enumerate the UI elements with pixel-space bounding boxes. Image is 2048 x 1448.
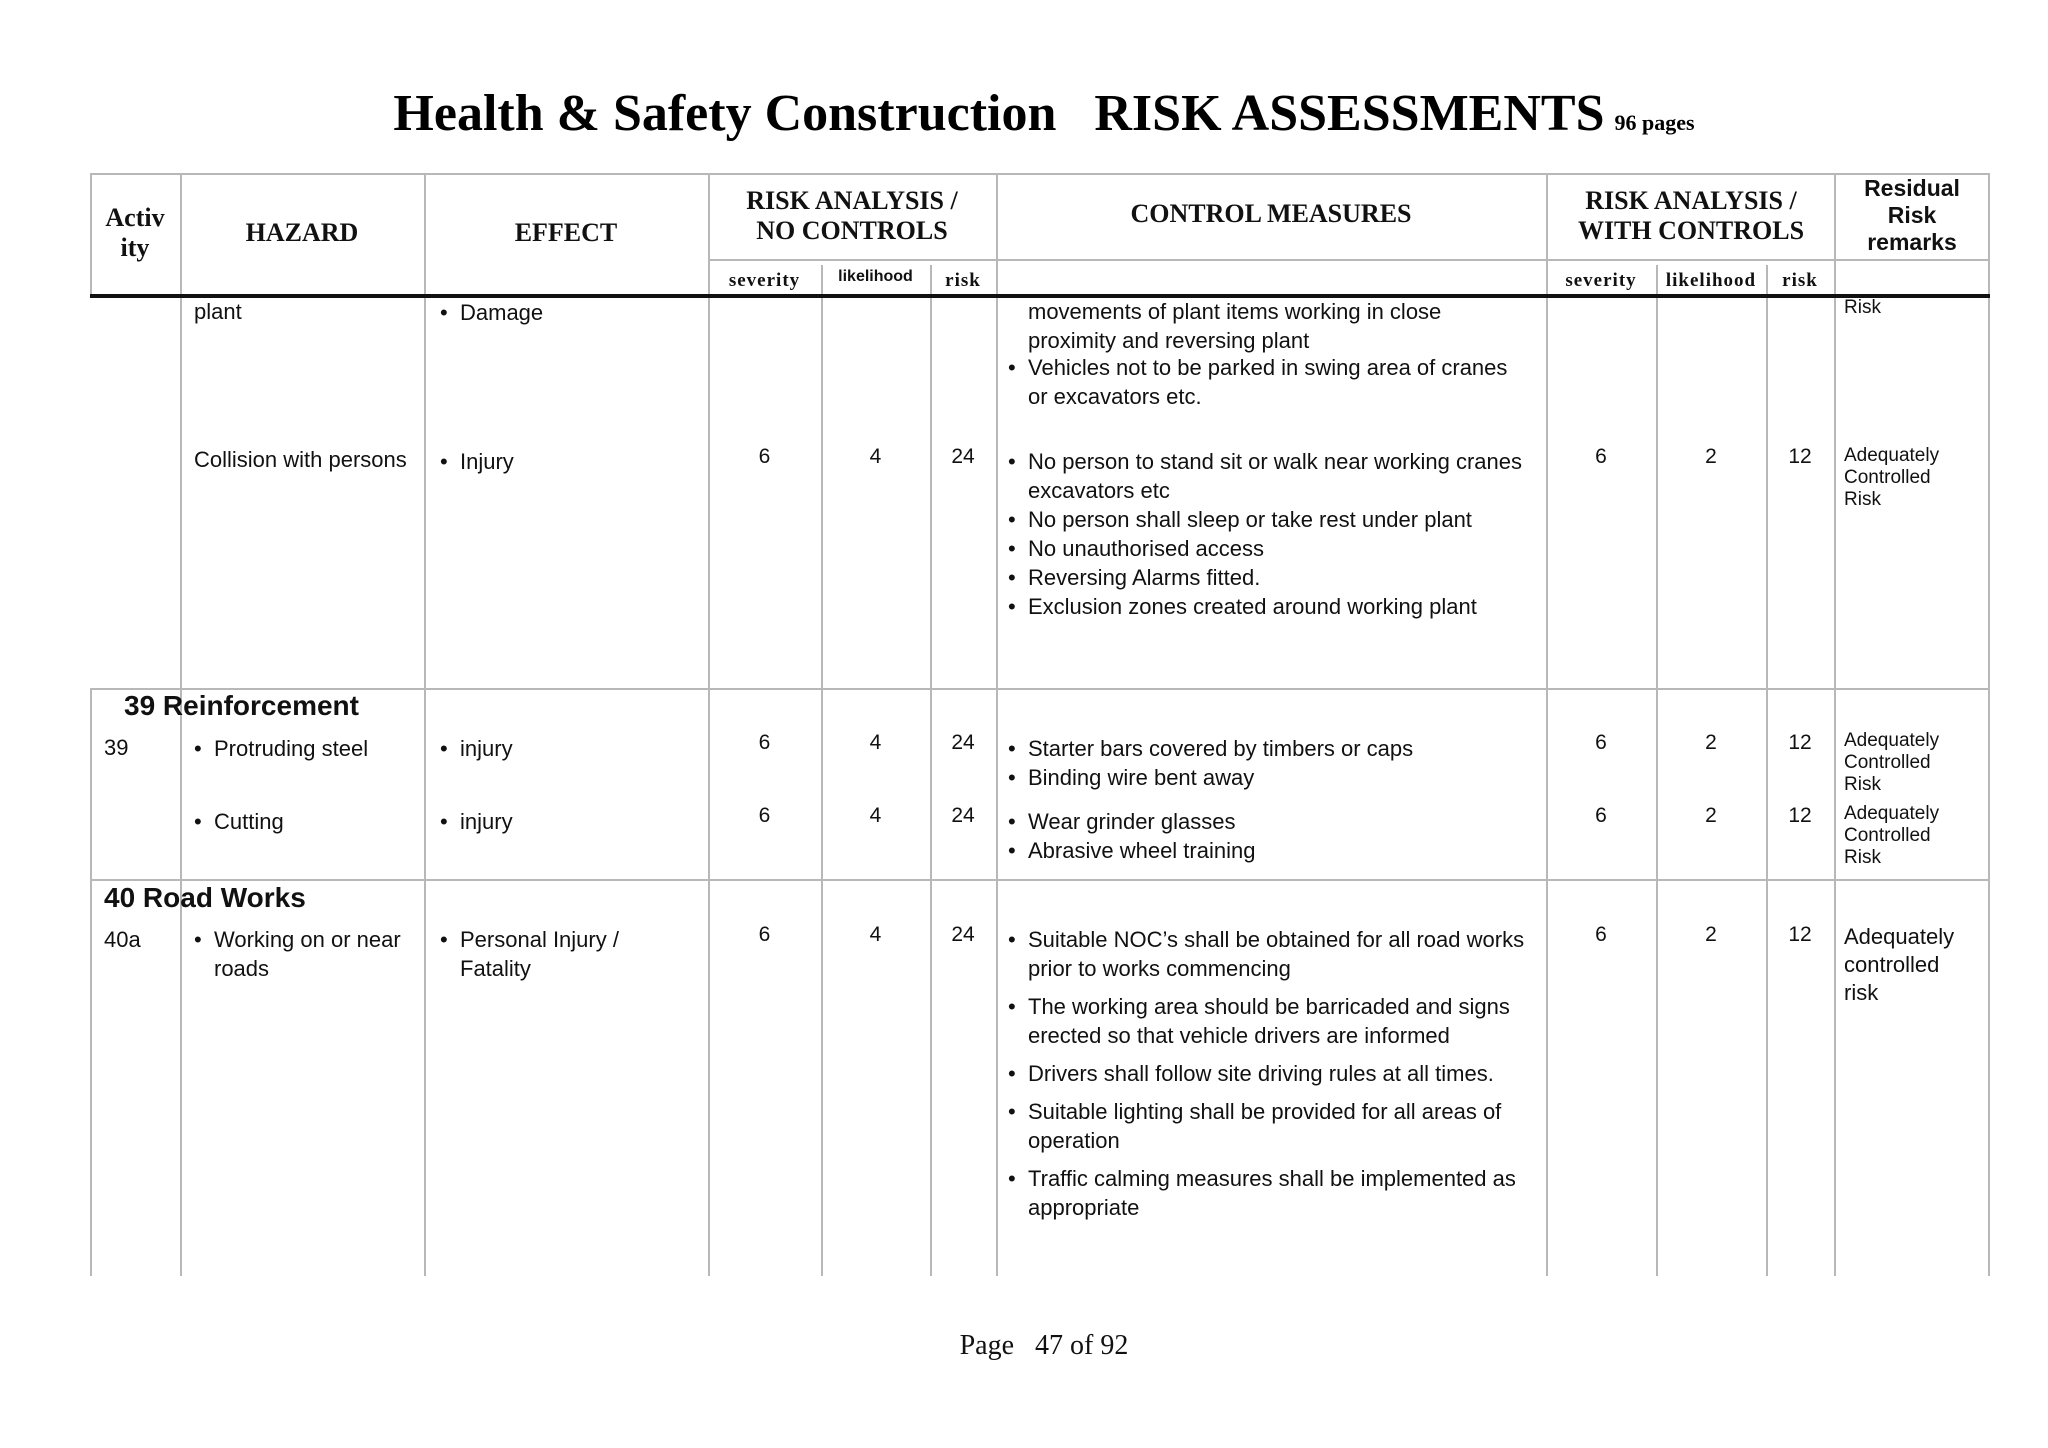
severity-wc-value: 6 xyxy=(1595,731,1607,754)
column-divider xyxy=(821,265,823,1276)
control-measure-item: • Starter bars covered by timbers or caps xyxy=(1008,734,1538,763)
table-border-top xyxy=(90,173,1990,175)
section-heading-40: 40 Road Works xyxy=(104,882,306,913)
column-divider xyxy=(424,173,426,1276)
risk-value: 24 xyxy=(951,731,975,754)
control-measures-list xyxy=(1008,734,1538,792)
severity-value: 6 xyxy=(758,445,771,468)
residual-risk-cell: Adequately controlled risk xyxy=(1844,924,1955,1005)
effect-item: • injury xyxy=(440,734,700,763)
subheader-severity: severity xyxy=(728,270,801,291)
column-divider xyxy=(996,173,998,1276)
residual-risk-cell: Adequately Controlled Risk xyxy=(1844,730,1940,795)
likelihood-value: 4 xyxy=(869,445,882,468)
control-measure-item: • Vehicles not to be parked in swing area of cranes or excavators etc. xyxy=(1008,353,1533,411)
effect-item: • Injury xyxy=(440,447,700,476)
activity-number: 40a xyxy=(104,927,141,952)
control-measures-list xyxy=(1008,447,1538,621)
residual-risk-cell: Risk xyxy=(1844,297,1881,318)
severity-value: 6 xyxy=(758,731,771,754)
effect-cell xyxy=(440,925,675,983)
control-measure-item: • Binding wire bent away xyxy=(1008,763,1538,792)
header-activity: Activ ity xyxy=(105,203,165,262)
severity-wc-value: 6 xyxy=(1595,923,1607,946)
likelihood-wc-value: 2 xyxy=(1705,445,1717,468)
column-divider xyxy=(180,173,182,1276)
risk-wc-value: 12 xyxy=(1788,445,1812,468)
subheader-severity-wc: severity xyxy=(1565,270,1637,291)
risk-wc-value: 12 xyxy=(1788,804,1812,827)
hazard-cell xyxy=(194,734,419,763)
subheader-likelihood-wc: likelihood xyxy=(1665,270,1757,291)
risk-wc-value: 12 xyxy=(1788,731,1812,754)
column-divider xyxy=(930,265,932,1276)
hazard-item: • Cutting xyxy=(194,807,419,836)
risk-value: 24 xyxy=(951,923,975,946)
effect-item: • Damage xyxy=(440,298,700,327)
header-effect: EFFECT xyxy=(514,218,618,247)
hazard-cell xyxy=(194,807,419,836)
effect-cell xyxy=(440,447,700,476)
subheader-risk: risk xyxy=(945,270,981,291)
activity-number: 39 xyxy=(104,735,129,760)
control-measure-continued: movements of plant items working in close proximity and reversing plant xyxy=(1028,299,1442,353)
hazard-item: • Protruding steel xyxy=(194,734,419,763)
residual-risk-cell: Adequately Controlled Risk xyxy=(1844,803,1940,868)
control-measure-item: • No person shall sleep or take rest under plant xyxy=(1008,505,1538,534)
control-measure-item: • Suitable lighting shall be provided for all areas of operation xyxy=(1008,1097,1538,1155)
control-measures-list xyxy=(1008,925,1538,1231)
header-risk-no-controls: RISK ANALYSIS / NO CONTROLS xyxy=(746,186,958,245)
document-title xyxy=(0,84,2048,143)
column-divider xyxy=(1834,173,1836,1276)
control-measure-item: • Reversing Alarms fitted. xyxy=(1008,563,1538,592)
severity-value: 6 xyxy=(758,923,771,946)
header-residual-risk: Residual Risk remarks xyxy=(1864,175,1960,255)
residual-risk-cell: Adequately Controlled Risk xyxy=(1844,445,1940,510)
risk-value: 24 xyxy=(951,445,975,468)
table-border-right xyxy=(1988,173,1990,1276)
page-count: 96 pages xyxy=(1614,110,1695,135)
likelihood-wc-value: 2 xyxy=(1705,804,1717,827)
control-measure-item: • Wear grinder glasses xyxy=(1008,807,1538,836)
severity-wc-value: 6 xyxy=(1595,445,1607,468)
title-main: Health & Safety Construction xyxy=(393,85,1057,142)
likelihood-value: 4 xyxy=(869,923,882,946)
control-measure-item: • Traffic calming measures shall be implemented as appropriate xyxy=(1008,1164,1538,1222)
likelihood-value: 4 xyxy=(869,731,882,754)
risk-value: 24 xyxy=(951,804,975,827)
likelihood-value: 4 xyxy=(869,804,882,827)
control-measure-item: • The working area should be barricaded and signs erected so that vehicle drivers are informed xyxy=(1008,992,1538,1050)
subheader-likelihood: likelihood xyxy=(838,268,913,285)
hazard-cell xyxy=(194,925,419,983)
effect-cell xyxy=(440,298,700,327)
subheader-risk-wc: risk xyxy=(1782,270,1818,291)
likelihood-wc-value: 2 xyxy=(1705,731,1717,754)
column-divider xyxy=(1656,265,1658,1276)
control-measures-list xyxy=(1008,807,1538,865)
severity-value: 6 xyxy=(758,804,771,827)
column-divider xyxy=(708,173,710,1276)
likelihood-wc-value: 2 xyxy=(1705,923,1717,946)
hazard-cell: Collision with persons xyxy=(194,447,407,472)
column-divider xyxy=(1546,173,1548,1276)
header-control-measures: CONTROL MEASURES xyxy=(1130,199,1412,228)
effect-cell xyxy=(440,807,700,836)
column-divider xyxy=(1766,265,1768,1276)
header-hazard: HAZARD xyxy=(245,218,359,247)
severity-wc-value: 6 xyxy=(1595,804,1607,827)
hazard-cell: plant xyxy=(194,299,242,324)
control-measure-item: • Suitable NOC’s shall be obtained for all road works prior to works commencing xyxy=(1008,925,1538,983)
row-divider xyxy=(90,879,1990,881)
page-number: Page 47 of 92 xyxy=(959,1330,1129,1361)
control-measure-item: • No person to stand sit or walk near working cranes excavators etc xyxy=(1008,447,1538,505)
section-heading-39: 39 Reinforcement xyxy=(124,690,359,721)
control-measure-item: • Drivers shall follow site driving rules at all times. xyxy=(1008,1059,1538,1088)
control-measure-item: • Abrasive wheel training xyxy=(1008,836,1538,865)
title-main-2: RISK ASSESSMENTS xyxy=(1094,85,1605,142)
effect-item: • injury xyxy=(440,807,700,836)
row-divider xyxy=(90,688,1990,690)
effect-cell xyxy=(440,734,700,763)
table-border-left-lower xyxy=(90,690,92,1276)
header-risk-with-controls: RISK ANALYSIS / WITH CONTROLS xyxy=(1577,186,1805,245)
control-measure-item: • Exclusion zones created around working plant xyxy=(1008,592,1538,621)
risk-assessment-table xyxy=(90,173,1990,1276)
hazard-item: • Working on or near roads xyxy=(194,925,419,983)
effect-item: • Personal Injury / Fatality xyxy=(440,925,675,983)
control-measures-list xyxy=(1008,353,1533,411)
control-measure-item: • No unauthorised access xyxy=(1008,534,1538,563)
risk-wc-value: 12 xyxy=(1788,923,1812,946)
